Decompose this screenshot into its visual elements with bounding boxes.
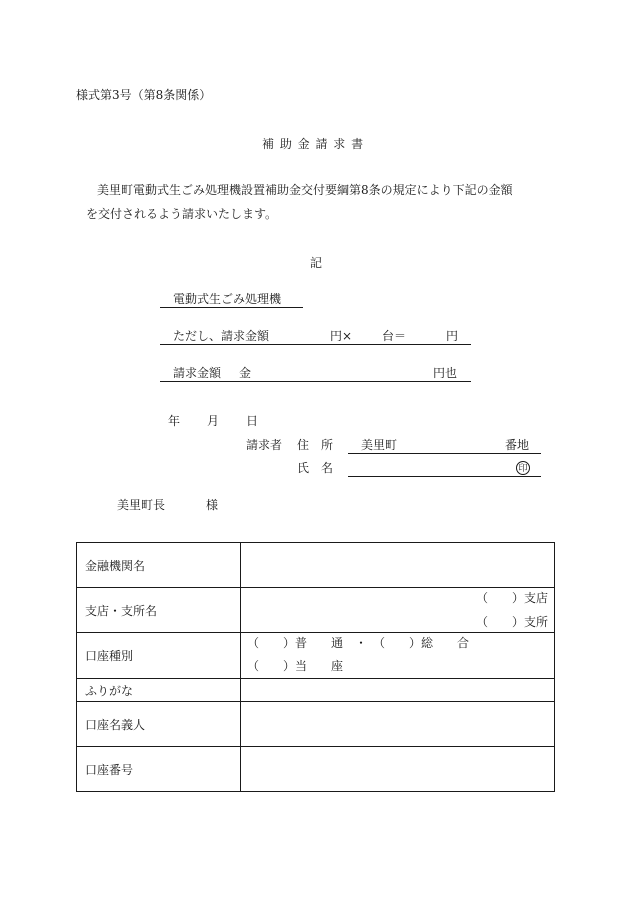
account-type-line2: （ ）当 座 bbox=[247, 659, 344, 673]
amount-line bbox=[160, 366, 471, 382]
table-row bbox=[77, 702, 555, 747]
item-line bbox=[160, 292, 303, 308]
banchi: 番地 bbox=[505, 438, 530, 452]
address-label: 住 所 bbox=[297, 438, 334, 452]
sama-label: 様 bbox=[206, 498, 219, 512]
account-number-cell[interactable] bbox=[241, 747, 555, 792]
furigana-cell[interactable] bbox=[241, 679, 555, 702]
body-line-2: を交付されるよう請求いたします。 bbox=[86, 207, 278, 221]
table-row bbox=[77, 747, 555, 792]
branch-name-cell[interactable] bbox=[241, 588, 555, 633]
page-title: 補 助 金 請 求 書 bbox=[262, 137, 365, 151]
claimant-label: 請求者 bbox=[246, 438, 283, 452]
account-type-label: 口座種別 bbox=[77, 633, 241, 679]
date-day: 日 bbox=[246, 414, 259, 428]
amount-yen-nari: 円也 bbox=[433, 366, 458, 380]
account-number-label: 口座番号 bbox=[77, 747, 241, 792]
address-value: 美里町 bbox=[361, 438, 398, 452]
seal-icon: 印 bbox=[516, 461, 530, 475]
account-type-line1: （ ）普 通 ・ （ ）総 合 bbox=[247, 636, 470, 650]
bank-name-cell[interactable] bbox=[241, 543, 555, 588]
branch-name-label: 支店・支所名 bbox=[77, 588, 241, 633]
holder-name-label: 口座名義人 bbox=[77, 702, 241, 747]
bank-info-table bbox=[76, 542, 555, 792]
item-name: 電動式生ごみ処理機 bbox=[173, 292, 282, 306]
address-line bbox=[348, 438, 541, 454]
account-type-cell[interactable] bbox=[241, 633, 555, 679]
branch-option-shisho: （ ）支所 bbox=[475, 615, 548, 629]
tadashi-label: ただし、請求金額 bbox=[173, 329, 270, 343]
table-row bbox=[77, 633, 555, 679]
table-row bbox=[77, 543, 555, 588]
body-line-1: 美里町電動式生ごみ処理機設置補助金交付要綱第8条の規定により下記の金額 bbox=[97, 183, 513, 197]
table-row bbox=[77, 588, 555, 633]
amount-label: 請求金額 bbox=[173, 366, 222, 380]
bank-name-label: 金融機関名 bbox=[77, 543, 241, 588]
mayor-label: 美里町長 bbox=[117, 498, 166, 512]
furigana-label: ふりがな bbox=[77, 679, 241, 702]
name-line bbox=[348, 461, 541, 477]
form-number: 様式第3号（第8条関係） bbox=[76, 88, 212, 102]
tadashi-line bbox=[160, 329, 471, 345]
ki-label: 記 bbox=[310, 256, 323, 270]
branch-option-shiten: （ ）支店 bbox=[475, 591, 548, 605]
table-row bbox=[77, 679, 555, 702]
date-month: 月 bbox=[207, 414, 220, 428]
dai-eq: 台＝ bbox=[382, 329, 407, 343]
amount-kin: 金 bbox=[239, 366, 252, 380]
holder-name-cell[interactable] bbox=[241, 702, 555, 747]
name-label: 氏 名 bbox=[297, 461, 334, 475]
tadashi-yen: 円 bbox=[446, 329, 459, 343]
yen-times: 円× bbox=[330, 329, 353, 343]
date-year: 年 bbox=[168, 414, 181, 428]
